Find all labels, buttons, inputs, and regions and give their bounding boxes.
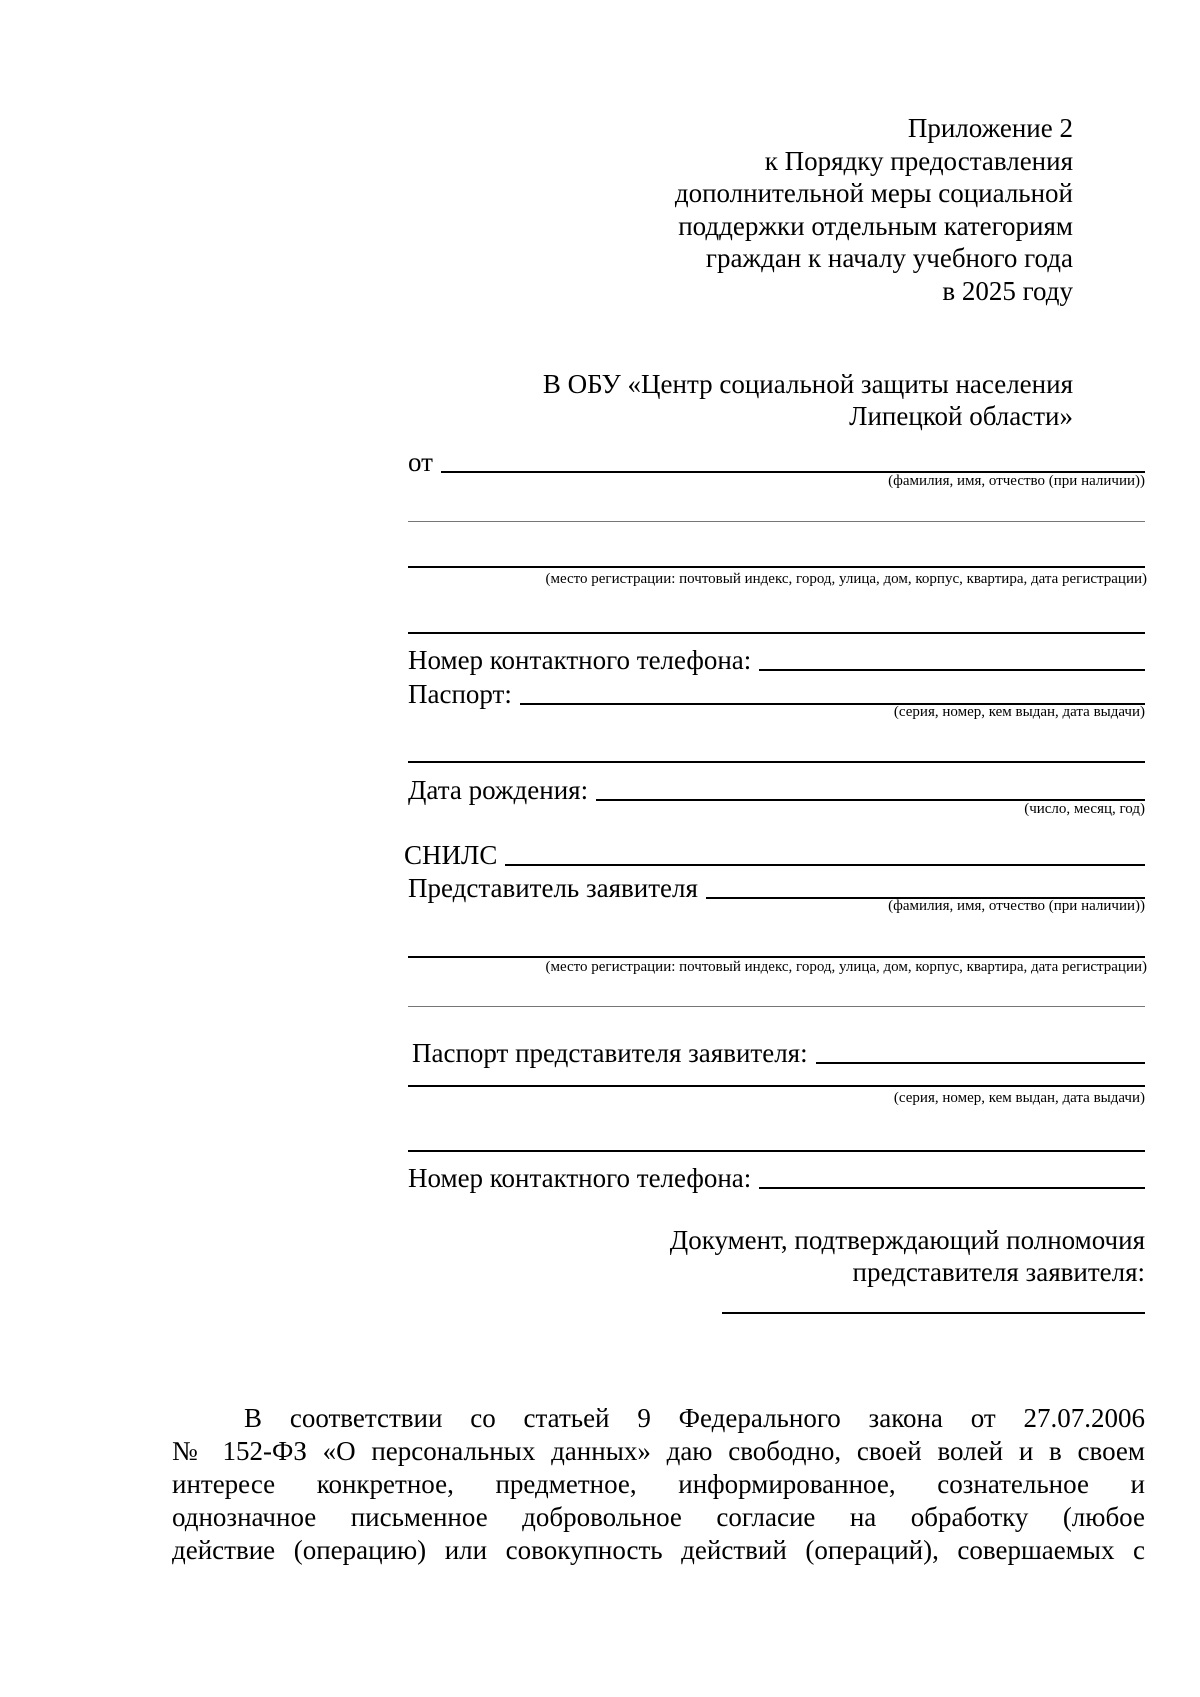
annex-line: к Порядку предоставления [764, 145, 1073, 176]
consent-line: однозначное письменное добровольное согласие на обработку (любое [172, 1502, 1145, 1532]
rep-passport-field[interactable] [816, 1062, 1145, 1064]
rep-phone-row [408, 1154, 1145, 1194]
consent-paragraph [172, 1402, 1145, 1567]
from-label: от [408, 447, 433, 477]
rep-passport-label: Паспорт представителя заявителя: [412, 1038, 808, 1068]
address-hint: (место регистрации: почтовый индекс, город, улица, дом, корпус, квартира, дата регистрации) [545, 571, 1147, 587]
rep-passport-line-3[interactable] [408, 1150, 1145, 1152]
consent-line: № 152-ФЗ «О персональных данных» даю свободно, своей волей и в своем [172, 1436, 1145, 1466]
poa-block [545, 1224, 1145, 1288]
passport-label: Паспорт: [408, 679, 512, 709]
address-line-2[interactable] [408, 566, 1145, 568]
rep-phone-field[interactable] [759, 1187, 1145, 1189]
birth-hint: (число, месяц, год) [1024, 801, 1145, 817]
rep-label: Представитель заявителя [408, 873, 698, 903]
address-line-3[interactable] [408, 632, 1145, 634]
rep-phone-label: Номер контактного телефона: [408, 1163, 752, 1193]
addressee-block [453, 368, 1073, 432]
passport-hint: (серия, номер, кем выдан, дата выдачи) [893, 704, 1145, 720]
consent-line: В соответствии со статьей 9 Федерального закона от 27.07.2006 [244, 1403, 1145, 1433]
addressee-line: Липецкой области» [849, 401, 1073, 431]
annex-line: в 2025 году [942, 275, 1073, 306]
poa-line: Документ, подтверждающий полномочия [669, 1225, 1145, 1255]
rep-passport-line-2[interactable] [408, 1085, 1145, 1087]
consent-line: действие (операцию) или совокупность действий (операций), совершаемых с [172, 1535, 1145, 1565]
snils-label: СНИЛС [404, 840, 498, 870]
annex-line: дополнительной меры социальной [674, 178, 1073, 208]
birth-label: Дата рождения: [408, 775, 589, 805]
annex-header [513, 112, 1073, 307]
poa-document-field[interactable] [722, 1312, 1145, 1314]
rep-address-hint: (место регистрации: почтовый индекс, город, улица, дом, корпус, квартира, дата регистрации) [545, 959, 1147, 975]
poa-line: представителя заявителя: [852, 1257, 1145, 1287]
address-line-1[interactable] [408, 521, 1145, 522]
rep-fio-hint: (фамилия, имя, отчество (при наличии)) [888, 898, 1145, 914]
phone-label: Номер контактного телефона: [408, 645, 752, 675]
annex-line: граждан к началу учебного года [705, 243, 1073, 273]
fio-hint: (фамилия, имя, отчество (при наличии)) [888, 473, 1145, 489]
rep-address-line-2[interactable] [408, 1006, 1145, 1007]
consent-line: интересе конкретное, предметное, информированное, сознательное и [172, 1469, 1145, 1499]
annex-line: Приложение 2 [907, 113, 1073, 143]
rep-passport-hint: (серия, номер, кем выдан, дата выдачи) [893, 1090, 1145, 1106]
passport-line-2[interactable] [408, 761, 1145, 763]
addressee-line: В ОБУ «Центр социальной защиты населения [542, 369, 1073, 399]
rep-passport-row [412, 1029, 1145, 1069]
annex-line: поддержки отдельным категориям [678, 210, 1073, 241]
